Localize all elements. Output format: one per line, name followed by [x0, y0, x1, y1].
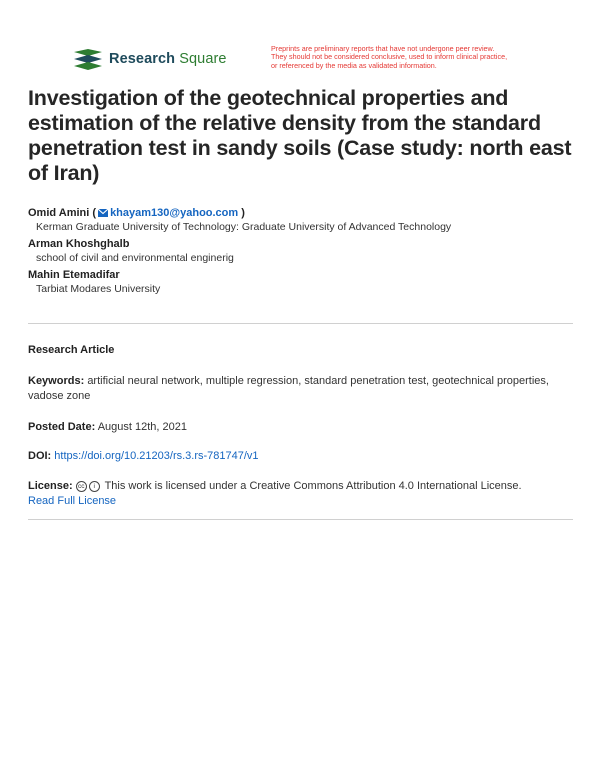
paper-title: Investigation of the geotechnical properties and estimation of the relative density from the standard penetration test in sandy soils (Case study: north east of Iran)	[28, 86, 572, 185]
author-entry: Omid Amini ( khayam130@yahoo.com ) Kerman Graduate University of Technology: Graduate University of Advanced Technology	[28, 207, 578, 233]
read-full-license-link[interactable]: Read Full License	[28, 495, 117, 507]
doi	[28, 449, 578, 464]
author-affiliation: Tarbiat Modares University	[36, 283, 161, 295]
author-entry	[28, 269, 578, 295]
posted-date	[28, 420, 578, 435]
author-affiliation: Kerman Graduate University of Technology: Graduate University of Advanced Technology	[36, 221, 452, 233]
posted-date-value: August 12th, 2021	[97, 421, 187, 433]
notice-line: Preprints are preliminary reports that have not undergone peer review.	[271, 44, 495, 53]
keywords	[28, 374, 578, 404]
posted-date-label: Posted Date:	[28, 421, 96, 433]
cc-icon: cc	[76, 481, 87, 492]
doi-label: DOI:	[28, 450, 52, 462]
author-affiliation: school of civil and environmental enginerig	[36, 252, 234, 264]
author-name: Arman Khoshghalb	[28, 238, 130, 250]
keywords-value: artificial neural network, multiple regression, standard penetration test, geotechnical properties, vadose zone	[28, 375, 549, 402]
brand-name: Research Square	[109, 51, 227, 67]
author-email-link[interactable]: khayam130@yahoo.com	[110, 207, 239, 219]
divider	[28, 323, 573, 324]
notice-line: or referenced by the media as validated information.	[271, 60, 437, 70]
divider	[28, 519, 573, 520]
notice-line: They should not be considered conclusive, used to inform clinical practice,	[271, 52, 508, 62]
license-text: This work is licensed under a Creative Commons Attribution 4.0 International License.	[104, 480, 522, 492]
by-icon: i	[89, 481, 100, 492]
author-entry	[28, 238, 578, 264]
keywords-label: Keywords:	[28, 375, 85, 387]
mail-icon	[98, 209, 108, 217]
author-list	[28, 207, 578, 300]
research-square-logo-icon	[73, 48, 103, 70]
article-type: Research Article	[28, 344, 115, 356]
author-name: Omid Amini	[28, 207, 90, 219]
license	[28, 479, 578, 509]
preprint-notice	[271, 45, 541, 70]
research-square-logo	[73, 48, 227, 70]
doi-link[interactable]: https://doi.org/10.21203/rs.3.rs-781747/v1	[54, 450, 259, 462]
author-name: Mahin Etemadifar	[28, 269, 120, 281]
license-label: License:	[28, 480, 73, 492]
